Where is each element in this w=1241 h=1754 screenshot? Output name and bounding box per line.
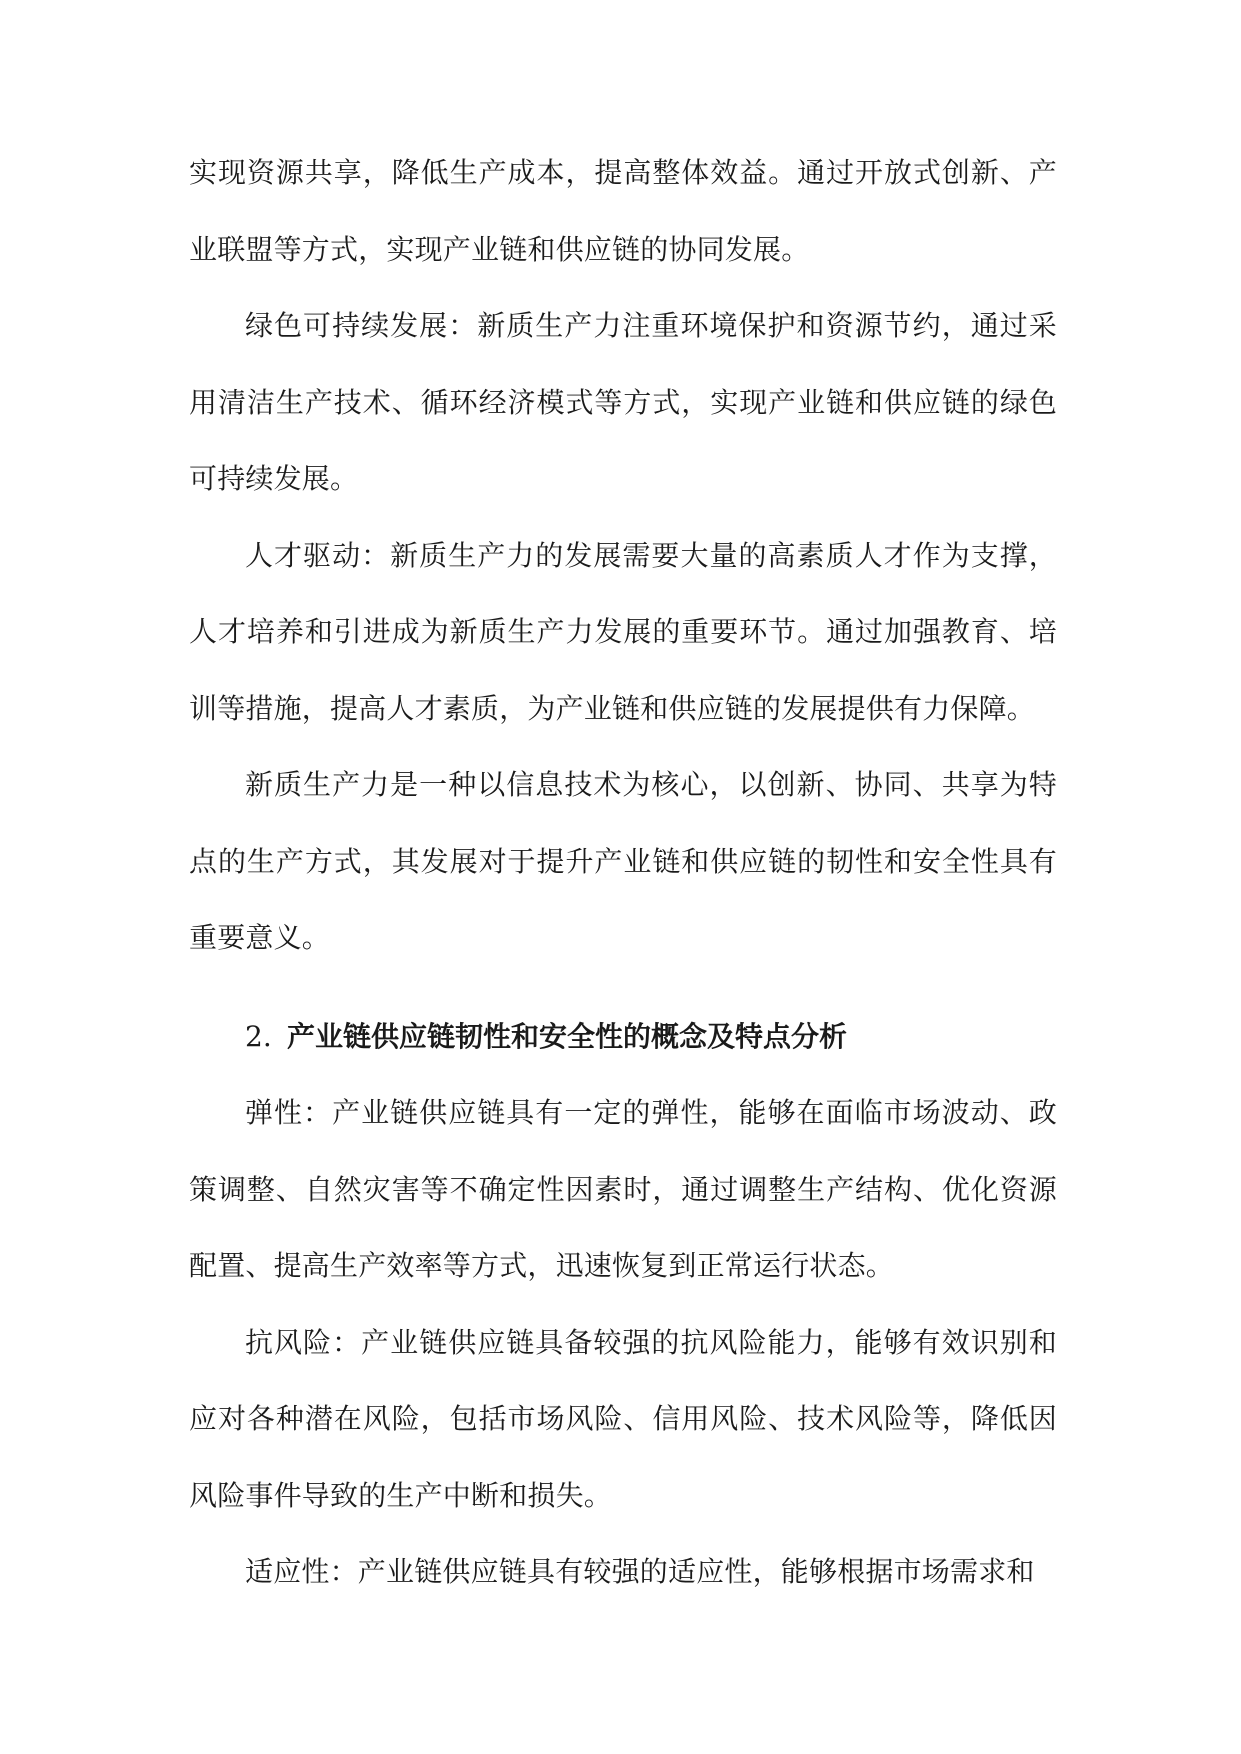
paragraph-talent-driven: 人才驱动：新质生产力的发展需要大量的高素质人才作为支撑，人才培养和引进成为新质生产力发展的重要环节。通过加强教育、培训等措施，提高人才素质，为产业链和供应链的发展提供有力保障。 <box>189 538 1057 725</box>
paragraph-elasticity: 弹性：产业链供应链具有一定的弹性，能够在面临市场波动、政策调整、自然灾害等不确定性因素时，通过调整生产结构、优化资源配置、提高生产效率等方式，迅速恢复到正常运行状态。 <box>189 1096 1057 1282</box>
section-number: 2. <box>245 1019 272 1053</box>
document-body <box>189 135 1057 1611</box>
section-title: 产业链供应链韧性和安全性的概念及特点分析 <box>287 1019 848 1053</box>
paragraph-risk-resistance: 抗风险：产业链供应链具备较强的抗风险能力，能够有效识别和应对各种潜在风险，包括市场风险、信用风险、技术风险等，降低因风险事件导致的生产中断和损失。 <box>189 1325 1057 1512</box>
paragraph-green-sustainable: 绿色可持续发展：新质生产力注重环境保护和资源节约，通过采用清洁生产技术、循环经济模式等方式，实现产业链和供应链的绿色可持续发展。 <box>189 309 1057 495</box>
paragraph-adaptability: 适应性：产业链供应链具有较强的适应性，能够根据市场需求和 <box>245 1555 1035 1588</box>
section-heading <box>189 999 1057 1076</box>
paragraph-continuation: 实现资源共享，降低生产成本，提高整体效益。通过开放式创新、产业联盟等方式，实现产业链和供应链的协同发展。 <box>189 156 1057 266</box>
paragraph-new-productivity-summary: 新质生产力是一种以信息技术为核心，以创新、协同、共享为特点的生产方式，其发展对于提升产业链和供应链的韧性和安全性具有重要意义。 <box>189 768 1057 954</box>
